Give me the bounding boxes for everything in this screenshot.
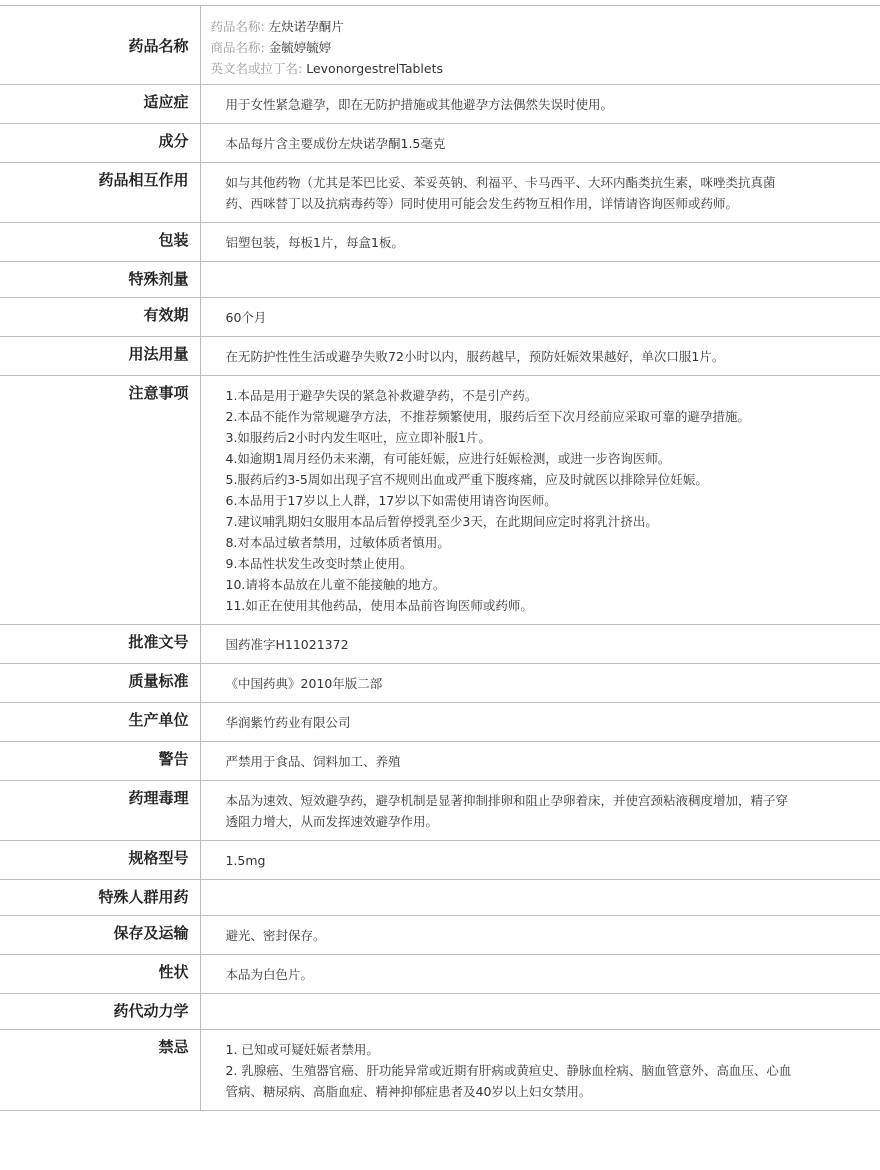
row-value [200,994,880,1030]
row-label: 警告 [0,742,200,781]
row-value: 铝塑包装，每板1片，每盒1板。 [225,235,404,250]
row-label: 批准文号 [0,625,200,664]
row-approval-number [0,625,880,664]
generic-name-line [211,16,871,37]
row-label: 生产单位 [0,703,200,742]
row-label: 特殊剂量 [0,262,200,298]
generic-name-value: 左炔诺孕酮片 [268,19,344,34]
row-dosage [0,337,880,376]
list-item: 5.服药后约3-5周如出现子宫不规则出血或严重下腹疼痛，应及时就医以排除异位妊娠。 [225,472,708,487]
row-value: 60个月 [225,310,267,325]
row-indications [0,85,880,124]
generic-name-label: 药品名称: [210,19,265,34]
row-value: 避光、密封保存。 [225,928,326,943]
row-drug-name [0,6,880,85]
list-item: 9.本品性状发生改变时禁止使用。 [225,556,413,571]
row-label: 成分 [0,124,200,163]
drug-name-block [200,6,880,85]
list-item: 4.如逾期1周月经仍未来潮，有可能妊娠，应进行妊娠检测，或进一步咨询医师。 [225,451,671,466]
row-shelf-life [0,298,880,337]
row-label: 特殊人群用药 [0,880,200,916]
list-item: 2.本品不能作为常规避孕方法，不推荐频繁使用，服药后至下次月经前应采取可靠的避孕措施。 [225,409,750,424]
english-name-value: LevonorgestrelTablets [306,61,443,76]
row-precautions [0,376,880,625]
row-value: 在无防护性性生活或避孕失败72小时以内，服药越早，预防妊娠效果越好，单次口服1片。 [225,349,725,364]
row-manufacturer [0,703,880,742]
row-value: 华润紫竹药业有限公司 [225,715,351,730]
row-value: 如与其他药物（尤其是苯巴比妥、苯妥英钠、利福平、卡马西平、大环内酯类抗生素，咪唑类抗真菌药、西咪替丁以及抗病毒药等）同时使用可能会发生药物互相作用，详情请咨询医师或药师。 [225,175,776,211]
row-drug-interactions [0,163,880,223]
row-label: 药代动力学 [0,994,200,1030]
list-item: 7.建议哺乳期妇女服用本品后暂停授乳至少3天，在此期间应定时将乳汁挤出。 [225,514,658,529]
row-value [200,880,880,916]
row-value: 本品为白色片。 [225,967,314,982]
row-label: 保存及运输 [0,916,200,955]
row-label: 质量标准 [0,664,200,703]
row-value [200,262,880,298]
row-label: 有效期 [0,298,200,337]
list-item: 1. 已知或可疑妊娠者禁用。 [225,1042,379,1057]
trade-name-line [211,37,871,58]
list-item: 10.请将本品放在儿童不能接触的地方。 [225,577,446,592]
list-item: 3.如服药后2小时内发生呕吐，应立即补服1片。 [225,430,491,445]
row-pharmacology [0,781,880,841]
row-storage [0,916,880,955]
trade-name-label: 商品名称: [210,40,265,55]
row-label: 药理毒理 [0,781,200,841]
row-packaging [0,223,880,262]
row-value: 国药准字H11021372 [225,637,349,652]
row-pharmacokinetics [0,994,880,1030]
row-label: 禁忌 [0,1030,200,1111]
list-item: 1.本品是用于避孕失误的紧急补救避孕药，不是引产药。 [225,388,538,403]
row-label: 药品名称 [0,6,200,85]
row-label: 注意事项 [0,376,200,625]
row-appearance [0,955,880,994]
list-item: 2. 乳腺癌、生殖器官癌、肝功能异常或近期有肝病或黄疸史、静脉血栓病、脑血管意外、高血压、心血管病、糖尿病、高脂血症、精神抑郁症患者及40岁以上妇女禁用。 [225,1063,792,1099]
row-value: 用于女性紧急避孕，即在无防护措施或其他避孕方法偶然失误时使用。 [225,97,614,112]
row-label: 性状 [0,955,200,994]
contraindications-list [200,1030,880,1111]
row-label: 包装 [0,223,200,262]
row-value: 严禁用于食品、饲料加工、养殖 [225,754,401,769]
row-special-dosage [0,262,880,298]
list-item: 11.如正在使用其他药品，使用本品前咨询医师或药师。 [225,598,533,613]
trade-name-value: 金毓婷毓婷 [268,40,332,55]
list-item: 6.本品用于17岁以上人群，17岁以下如需使用请咨询医师。 [225,493,557,508]
english-name-line [211,58,871,79]
row-quality-standard [0,664,880,703]
row-label: 适应症 [0,85,200,124]
row-warning [0,742,880,781]
row-value: 1.5mg [225,853,266,868]
row-value: 本品每片含主要成份左炔诺孕酮1.5毫克 [225,136,446,151]
row-value: 本品为速效、短效避孕药，避孕机制是显著抑制排卵和阻止孕卵着床，并使宫颈粘液稠度增加，精子穿透阻力增大，从而发挥速效避孕作用。 [225,793,789,829]
row-ingredients [0,124,880,163]
row-special-populations [0,880,880,916]
row-label: 用法用量 [0,337,200,376]
list-item: 8.对本品过敏者禁用，过敏体质者慎用。 [225,535,450,550]
row-label: 规格型号 [0,841,200,880]
precautions-list [200,376,880,625]
row-value: 《中国药典》2010年版二部 [225,676,383,691]
row-contraindications [0,1030,880,1111]
row-label: 药品相互作用 [0,163,200,223]
row-specification [0,841,880,880]
english-name-label: 英文名或拉丁名: [210,61,303,76]
drug-spec-table [0,5,880,1111]
